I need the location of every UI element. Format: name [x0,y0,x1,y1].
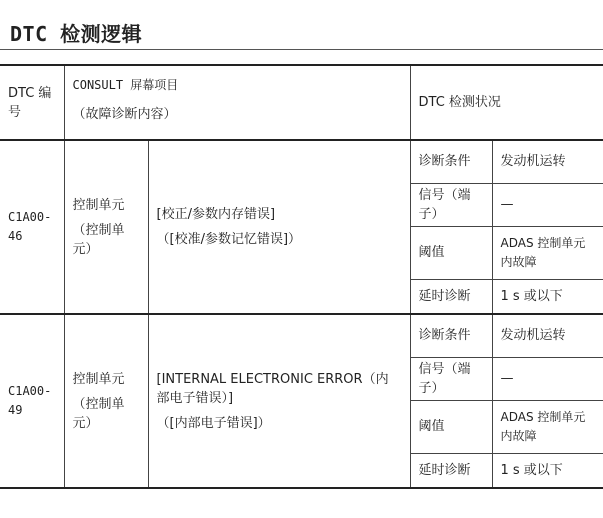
condition-value: ADAS 控制单元内故障 [492,400,603,453]
consult-item-line2: （[内部电子错误]） [156,415,271,431]
consult-item-line1: [校正/参数内存错误] [156,207,276,222]
dtc-code-cell [0,140,64,314]
header-dtc-code-label: DTC 编号 [8,85,52,120]
table-header-row [0,65,603,140]
condition-label: 诊断条件 [410,140,492,183]
consult-item-line2: （[校准/参数记忆错误]） [156,232,302,247]
table-row [0,140,603,183]
header-dtc-code [0,65,64,140]
unit-cell [64,140,148,314]
condition-label: 信号（端子） [410,357,492,400]
condition-label: 诊断条件 [410,314,492,357]
condition-value: 1 s 或以下 [492,453,603,488]
condition-label: 阈值 [410,400,492,453]
consult-item-cell [148,314,410,488]
header-consult-item [64,65,410,140]
table-row [0,314,603,357]
header-detection-condition [410,65,603,140]
dtc-table [0,64,603,489]
condition-value: 1 s 或以下 [492,279,603,314]
condition-label: 信号（端子） [410,183,492,226]
condition-label: 延时诊断 [410,453,492,488]
header-detection-label: DTC 检测状况 [418,95,501,110]
unit-cell [64,314,148,488]
condition-value: 发动机运转 [492,140,603,183]
header-consult-line2: （故障诊断内容） [72,107,177,122]
condition-value: — [492,357,603,400]
unit-line2: （控制单元） [72,396,125,431]
unit-line1: 控制单元 [72,197,125,213]
condition-value: — [492,183,603,226]
page-title: DTC 检测逻辑 [10,22,143,46]
condition-label: 延时诊断 [410,279,492,314]
condition-value: 发动机运转 [492,314,603,357]
title-divider [0,49,603,50]
condition-label: 阈值 [410,226,492,279]
condition-value: ADAS 控制单元内故障 [492,226,603,279]
dtc-code: C1A00-49 [8,384,52,417]
consult-item-cell [148,140,410,314]
unit-line2: （控制单元） [72,222,125,257]
header-consult-line1: CONSULT 屏幕项目 [72,78,179,92]
unit-line1: 控制单元 [72,371,125,387]
dtc-code: C1A00-46 [8,210,52,243]
consult-item-line1: [INTERNAL ELECTRONIC ERROR（内部电子错误）] [156,371,389,406]
dtc-code-cell [0,314,64,488]
